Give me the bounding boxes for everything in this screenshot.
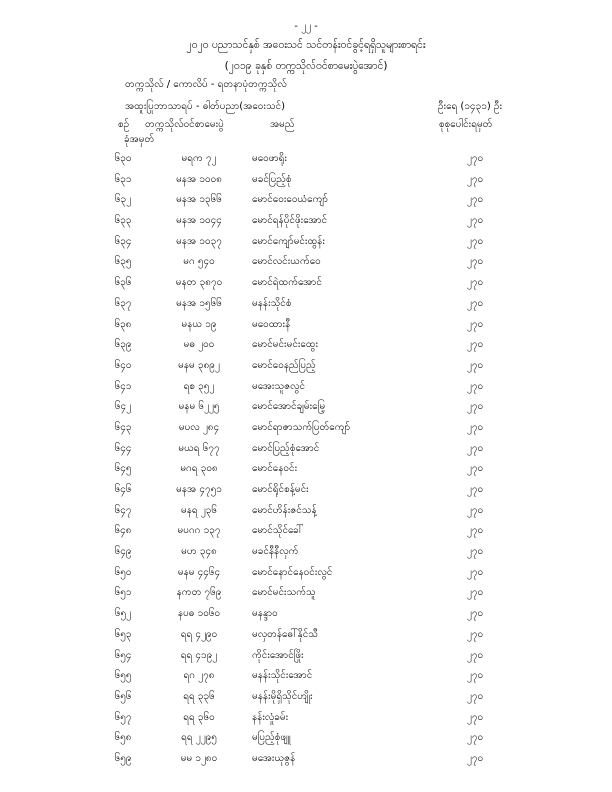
roll-number: မမ ၁၂၈၀ bbox=[180, 752, 218, 764]
total-mark: ၂၇၀ bbox=[466, 215, 484, 227]
student-name: မောင်ရာဇာသက်ပြတ်ကျော် bbox=[252, 421, 351, 433]
student-name: မောင်ပြည့်စုံအောင် bbox=[252, 442, 320, 454]
total-mark: ၂၇၀ bbox=[466, 649, 484, 661]
row-number: ၆၅၇ bbox=[114, 711, 132, 723]
roll-number: မနမ ၆၂၂၅ bbox=[178, 401, 220, 413]
student-name: မောင်နေဝင်း bbox=[252, 463, 298, 475]
total-mark: ၂၇၀ bbox=[466, 277, 484, 289]
total-mark: ၂၇၀ bbox=[466, 339, 484, 351]
student-name: မအေးယုဇွန် bbox=[252, 752, 296, 764]
student-name: မောင်ရဲထက်အောင် bbox=[252, 277, 322, 289]
document-subtitle: (၂၀၁၉ ခုနှစ် တက္ကသိုလ်ဝင်စာမေးပွဲအောင်) bbox=[224, 60, 388, 72]
total-mark: ၂၇၀ bbox=[466, 380, 484, 392]
table-row bbox=[0, 505, 612, 526]
table-row bbox=[0, 546, 612, 567]
table-row bbox=[0, 174, 612, 195]
table-row bbox=[0, 401, 612, 422]
total-mark: ၂၇၀ bbox=[466, 587, 484, 599]
student-name: မနန်းသိုင်စံ bbox=[252, 297, 292, 309]
roll-number: မဂ ၅၄၀ bbox=[183, 256, 215, 268]
table-row bbox=[0, 691, 612, 712]
total-mark: ၂၇၀ bbox=[466, 359, 484, 371]
row-number: ၆၃၇ bbox=[114, 297, 132, 309]
total-mark: ၂၇၀ bbox=[466, 628, 484, 640]
student-name: မနန်းသိုင်းအောင် bbox=[252, 670, 313, 682]
table-row bbox=[0, 567, 612, 588]
table-row bbox=[0, 215, 612, 236]
total-mark: ၂၇၀ bbox=[466, 752, 484, 764]
table-row bbox=[0, 381, 612, 402]
student-name: မောင်အောင်ချမ်းမြေ့ bbox=[252, 401, 326, 413]
total-mark: ၂၇၀ bbox=[466, 401, 484, 413]
row-number: ၆၃၆ bbox=[114, 277, 132, 289]
page-number: - ၂၂ - bbox=[294, 21, 318, 32]
row-number: ၆၅၅ bbox=[114, 670, 132, 682]
table-row bbox=[0, 319, 612, 340]
roll-number: မပလ ၂၈၄ bbox=[178, 421, 220, 433]
row-number: ၆၃၅ bbox=[114, 256, 132, 268]
row-number: ၆၅၈ bbox=[114, 732, 132, 744]
table-row bbox=[0, 650, 612, 671]
roll-number: မပဂဂ ၁၃၇ bbox=[177, 525, 221, 537]
table-row bbox=[0, 153, 612, 174]
row-number: ၆၄၂ bbox=[114, 401, 132, 413]
table-row bbox=[0, 463, 612, 484]
header-mark: စုစုပေါင်းရမှတ် bbox=[439, 119, 493, 130]
total-mark: ၂၇၀ bbox=[466, 318, 484, 330]
header-roll-line2: ခုံအမှတ် bbox=[124, 134, 155, 145]
total-mark: ၂၇၀ bbox=[466, 194, 484, 206]
roll-number: ရရ ၃၃၆ bbox=[183, 690, 215, 702]
roll-number: နပဓ ၁၀၆၀ bbox=[177, 608, 221, 620]
faculty-line: တက္ကသိုလ် / ကောလိပ် - ရတနာပုံတက္ကသိုလ် bbox=[125, 79, 287, 90]
student-name: မခင်နီနီလှက် bbox=[252, 546, 299, 558]
roll-number: မနအ ၁၅၆၆ bbox=[176, 297, 222, 309]
total-mark: ၂၇၀ bbox=[466, 421, 484, 433]
student-name: မောင်ရိုင်စန့်မင်း bbox=[252, 484, 309, 495]
student-name: မဝေဖာရိုး bbox=[252, 153, 287, 164]
student-name: မဝေထားနီ bbox=[252, 318, 291, 330]
row-number: ၆၃၁ bbox=[114, 173, 132, 185]
student-name: မနန္ဒာဝ bbox=[252, 608, 278, 620]
student-name: ကိုင်းအောင်ဖြိုး bbox=[252, 649, 304, 661]
roll-number: ရဂ ၂၇၈ bbox=[183, 670, 215, 682]
roll-number: မနတ ၃၈၇၀ bbox=[175, 277, 223, 289]
row-number: ၆၅၄ bbox=[114, 649, 132, 661]
row-number: ၆၄၃ bbox=[114, 421, 132, 433]
total-mark: ၂၇၀ bbox=[466, 690, 484, 702]
row-number: ၆၅၃ bbox=[114, 628, 132, 640]
table-row bbox=[0, 670, 612, 691]
total-mark: ၂၇၀ bbox=[466, 235, 484, 247]
row-number: ၆၅၂ bbox=[114, 608, 132, 620]
total-mark: ၂၇၀ bbox=[466, 566, 484, 578]
roll-number: မရက ၇၂ bbox=[181, 153, 217, 164]
roll-number: မနမ ၄၄၆၄ bbox=[177, 566, 221, 578]
roll-number: မနယ ၁၉ bbox=[181, 318, 217, 330]
cutoff-line: ဦးရေ (၁၄၃၁) ဦး bbox=[438, 101, 503, 112]
row-number: ၆၃၄ bbox=[114, 235, 132, 247]
student-name: နန်းလှုံခမ်း bbox=[252, 711, 289, 723]
total-mark: ၂၇၀ bbox=[466, 256, 484, 268]
total-mark: ၂၇၀ bbox=[466, 711, 484, 723]
row-number: ၆၄၉ bbox=[114, 546, 132, 558]
total-mark: ၂၇၀ bbox=[466, 525, 484, 537]
row-number: ၆၅၉ bbox=[114, 752, 132, 764]
student-name: မလှတန်ဓေါ်နိုင်သီ bbox=[252, 628, 318, 640]
row-number: ၆၄၁ bbox=[114, 380, 132, 392]
row-number: ၆၅၁ bbox=[114, 587, 132, 599]
table-row bbox=[0, 587, 612, 608]
total-mark: ၂၇၀ bbox=[466, 546, 484, 558]
table-row bbox=[0, 443, 612, 464]
row-number: ၆၃၀ bbox=[114, 153, 132, 164]
table-row bbox=[0, 360, 612, 381]
roll-number: မနအ ၁၀၀၈ bbox=[176, 173, 222, 185]
roll-number: မနမ ၃၈၉၂ bbox=[178, 359, 220, 371]
row-number: ၆၄၅ bbox=[114, 463, 132, 475]
total-mark: ၂၇၀ bbox=[466, 153, 484, 164]
roll-number: မနအ ၁၀၃၇ bbox=[176, 235, 222, 247]
table-row bbox=[0, 277, 612, 298]
table-row bbox=[0, 608, 612, 629]
header-name: အမည် bbox=[270, 119, 295, 130]
roll-number: ရရ ၃၆၀ bbox=[183, 711, 215, 723]
student-name: မနန်းမိုရှိသိုင်ဟျိုး bbox=[252, 690, 313, 702]
total-mark: ၂၇၀ bbox=[466, 670, 484, 682]
results-table bbox=[0, 153, 612, 774]
header-roll: တက္ကသိုလ်ဝင်စာမေးပွဲ bbox=[145, 119, 224, 130]
roll-number: မနအ ၁၃၆၆ bbox=[176, 194, 222, 206]
table-row bbox=[0, 194, 612, 215]
student-name: မောင်သိုင်ခေါ် bbox=[252, 525, 304, 537]
major-line: အထူးပြုဘာသာရပ် - ဓါတ်ပညာ(အဝေးသင်) bbox=[125, 101, 286, 112]
table-row bbox=[0, 298, 612, 319]
student-name: မောင်မင်းမင်းထွေး bbox=[252, 339, 319, 351]
row-number: ၆၃၉ bbox=[114, 339, 132, 351]
student-name: မောင်ကျော်မင်းထွန်း bbox=[252, 235, 325, 247]
table-row bbox=[0, 422, 612, 443]
roll-number: မဟ ၃၄၈ bbox=[181, 546, 217, 558]
table-row bbox=[0, 712, 612, 733]
document-title: ၂၀၂၀ ပညာသင်နှစ် အဝေးသင် သင်တန်းဝင်ခွင့်ရရှိသူများစာရင်း bbox=[186, 39, 426, 51]
row-number: ၆၄၀ bbox=[114, 359, 132, 371]
row-number: ၆၅၆ bbox=[114, 690, 132, 702]
table-row bbox=[0, 339, 612, 360]
student-name: မောင်နောင်နေဝင်းလွင် bbox=[252, 566, 333, 578]
student-name: မောင်ရန်ပိုင်ဖိုးအောင် bbox=[252, 215, 328, 227]
table-row bbox=[0, 732, 612, 753]
row-number: ၆၅၀ bbox=[114, 566, 132, 578]
total-mark: ၂၇၀ bbox=[466, 463, 484, 475]
row-number: ၆၄၇ bbox=[114, 504, 132, 516]
header-no: စဉ် bbox=[118, 119, 130, 130]
total-mark: ၂၇၀ bbox=[466, 442, 484, 454]
roll-number: ရစ ၃၅၂ bbox=[183, 380, 215, 392]
roll-number: မနရ ၂၃၆ bbox=[181, 504, 217, 516]
table-row bbox=[0, 484, 612, 505]
table-row bbox=[0, 525, 612, 546]
student-name: မောင်ဟိန်းဇင်သန့် bbox=[252, 504, 317, 516]
table-row bbox=[0, 236, 612, 257]
table-row bbox=[0, 256, 612, 277]
student-name: မခင်ပြည့်စုံ bbox=[252, 173, 292, 185]
roll-number: ရရ ၄၂၉၀ bbox=[180, 628, 218, 640]
row-number: ၆၄၄ bbox=[114, 442, 132, 454]
row-number: ၆၃၂ bbox=[114, 194, 132, 206]
roll-number: နကတ ၇၆၉ bbox=[176, 587, 222, 599]
student-name: မအေးသူဇလွင် bbox=[252, 380, 306, 392]
total-mark: ၂၇၀ bbox=[466, 484, 484, 495]
roll-number: ရရ ၂၂၉၅ bbox=[181, 732, 217, 744]
student-name: မောင်လင်းယက်ဝေ bbox=[252, 256, 321, 268]
roll-number: မယရ ၆၇၇ bbox=[178, 442, 220, 454]
roll-number: မဓ ၂၀၀ bbox=[183, 339, 215, 351]
total-mark: ၂၇၀ bbox=[466, 732, 484, 744]
student-name: မောင်ဝေးဝေယံကျော် bbox=[252, 194, 329, 206]
total-mark: ၂၇၀ bbox=[466, 297, 484, 309]
roll-number: ရရ ၄၁၉၂ bbox=[180, 649, 218, 661]
total-mark: ၂၇၀ bbox=[466, 608, 484, 620]
table-row bbox=[0, 753, 612, 774]
row-number: ၆၃၃ bbox=[114, 215, 132, 227]
student-name: မပြည့်စုံဖျူ bbox=[252, 732, 291, 744]
total-mark: ၂၇၀ bbox=[466, 173, 484, 185]
roll-number: မနအ ၁၀၄၄ bbox=[176, 215, 222, 227]
table-row bbox=[0, 629, 612, 650]
row-number: ၆၄၈ bbox=[114, 525, 132, 537]
roll-number: မနအ ၄၇၅၁ bbox=[176, 484, 222, 495]
row-number: ၆၄၆ bbox=[114, 484, 132, 495]
total-mark: ၂၇၀ bbox=[466, 504, 484, 516]
student-name: မောင်မင်းသက်သူ bbox=[252, 587, 316, 599]
row-number: ၆၃၈ bbox=[114, 318, 132, 330]
roll-number: မဂရ ၃၀၈ bbox=[180, 463, 218, 475]
student-name: မောင်ဝေနည်ပြည့် bbox=[252, 359, 316, 371]
